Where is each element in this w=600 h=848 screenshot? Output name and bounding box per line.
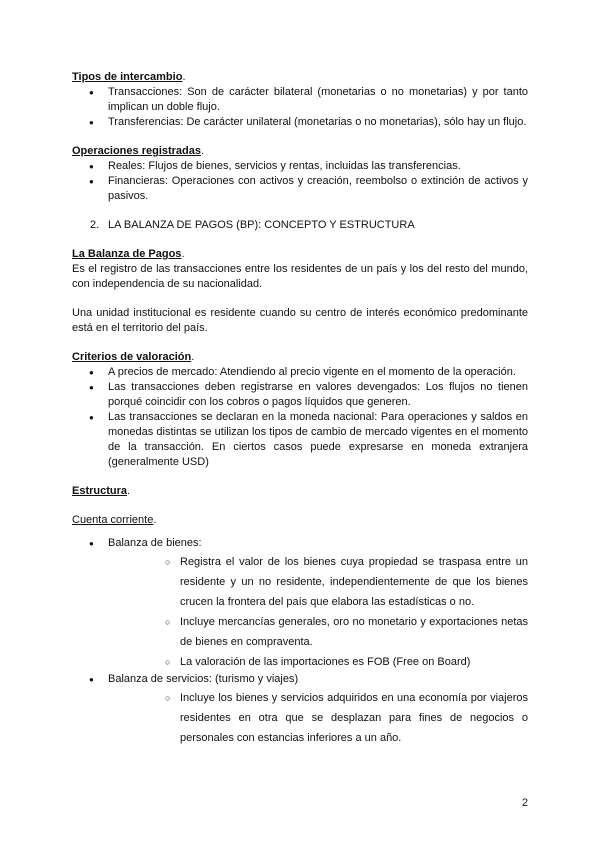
balanza-heading-line: La Balanza de Pagos. [72, 248, 185, 260]
operaciones-list [72, 159, 528, 204]
cuenta-corriente-heading: Cuenta corriente [72, 514, 154, 526]
cuenta-corriente-line: Cuenta corriente. [72, 514, 157, 526]
tipos-heading: Tipos de intercambio [72, 71, 183, 83]
balanza-paragraph-1: Es el registro de las transacciones entre los residentes de un país y los del resto del mundo, con independencia de su nacionalidad. [72, 263, 528, 290]
page-number: 2 [521, 797, 528, 809]
list-item-bienes [72, 536, 528, 672]
estructura-list [72, 536, 528, 748]
operaciones-heading: Operaciones registradas [72, 145, 202, 157]
servicios-sublist [108, 688, 528, 748]
balanza-heading: La Balanza de Pagos [72, 248, 182, 260]
estructura-heading-line: Estructura. [72, 485, 131, 497]
section-2-title [72, 218, 528, 233]
criterios-heading-line: Criterios de valoración. [72, 351, 195, 363]
balanza-paragraph-2: Una unidad institucional es residente cuando su centro de interés económico predominante está en el territorio del país. [72, 307, 528, 334]
bienes-label: Balanza de bienes: [108, 537, 202, 549]
criterios-list [72, 365, 528, 470]
list-item: ● Financieras: Operaciones con activos y creación, reembolso o extinción de activos y pasivos. [72, 174, 528, 204]
list-item: ● Las transacciones deben registrarse en valores devengados: Los flujos no tienen porqué coincidir con los cobros o pagos líquidos que generen. [72, 380, 528, 410]
list-item: ● A precios de mercado: Atendiendo al precio vigente en el momento de la operación. [72, 365, 528, 380]
section-title: LA BALANZA DE PAGOS (BP): CONCEPTO Y ESTRUCTURA [108, 219, 415, 231]
operaciones-heading-line: Operaciones registradas. [72, 145, 205, 157]
section-number: 2. [90, 219, 100, 231]
list-item: ● Reales: Flujos de bienes, servicios y rentas, incluidas las transferencias. [72, 159, 528, 174]
bienes-sublist [108, 552, 528, 672]
criterios-heading: Criterios de valoración [72, 351, 192, 363]
list-item: ● Transferencias: De carácter unilateral (monetarias o no monetarias), sólo hay un flujo. [72, 115, 528, 130]
sub-list-item: ○ La valoración de las importaciones es FOB (Free on Board) [108, 652, 528, 672]
estructura-heading: Estructura [72, 485, 128, 497]
page-content [72, 70, 528, 748]
sub-list-item: ○ Incluye mercancías generales, oro no monetario y exportaciones netas de bienes en compraventa. [108, 612, 528, 652]
servicios-label: Balanza de servicios: (turismo y viajes) [108, 673, 299, 685]
list-item: ● Las transacciones se declaran en la moneda nacional: Para operaciones y saldos en monedas distintas se utilizan los tipos de cambio de mercado vigentes en el momento de la transacción. En ciertos casos puede expresarse en moneda extranjera (generalmente USD) [72, 410, 528, 470]
list-item: ● Transacciones: Son de carácter bilateral (monetarias o no monetarias) y por tanto implican un doble flujo. [72, 85, 528, 115]
list-item-servicios [72, 672, 528, 748]
tipos-heading-line: Tipos de intercambio. [72, 71, 186, 83]
tipos-list [72, 85, 528, 130]
sub-list-item: ○ Registra el valor de los bienes cuya propiedad se traspasa entre un residente y un no residente, independientemente de que los bienes crucen la frontera del país que elabora las estadísticas o no. [108, 552, 528, 612]
sub-list-item: ○ Incluye los bienes y servicios adquiridos en una economía por viajeros residentes en otra que se desplazan para fines de negocios o personales con estancias inferiores a un año. [108, 688, 528, 748]
